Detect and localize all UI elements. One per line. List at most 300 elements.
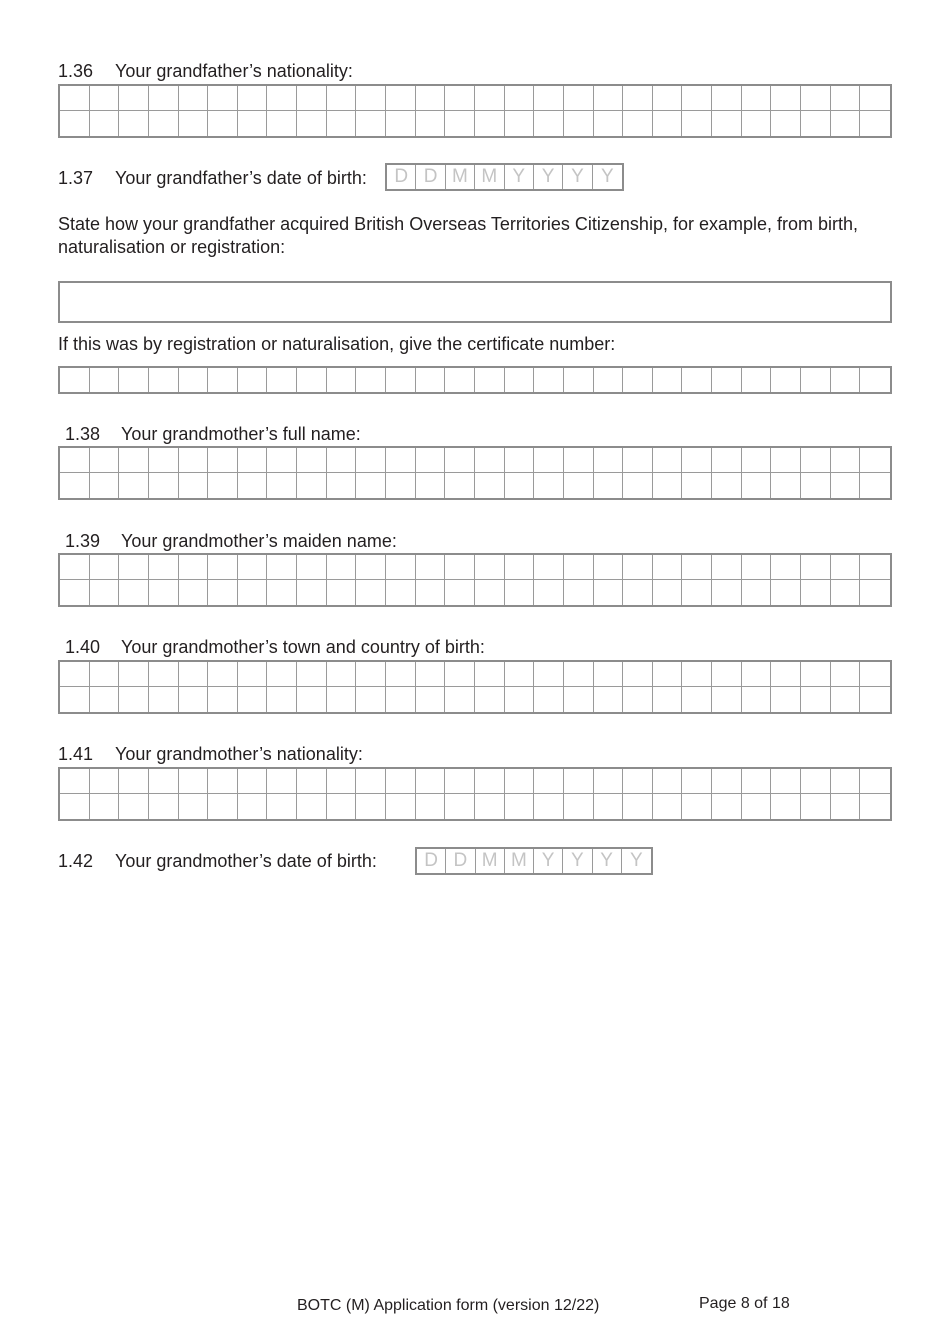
character-box[interactable] — [179, 687, 209, 712]
character-box[interactable] — [653, 111, 683, 136]
character-box[interactable] — [831, 473, 861, 498]
character-box[interactable] — [742, 368, 772, 392]
character-box[interactable] — [860, 448, 890, 473]
character-box[interactable] — [60, 580, 90, 605]
grandmother-full-name-grid[interactable] — [58, 446, 892, 500]
character-box[interactable] — [801, 580, 831, 605]
character-box[interactable] — [682, 687, 712, 712]
character-box[interactable] — [534, 555, 564, 580]
character-box[interactable] — [505, 111, 535, 136]
character-box[interactable] — [564, 662, 594, 687]
character-box[interactable] — [60, 86, 90, 111]
character-box[interactable] — [653, 448, 683, 473]
character-box[interactable] — [356, 794, 386, 819]
character-box[interactable] — [90, 448, 120, 473]
character-box[interactable] — [623, 662, 653, 687]
character-box[interactable] — [267, 555, 297, 580]
character-box[interactable] — [564, 86, 594, 111]
character-box[interactable] — [801, 368, 831, 392]
character-box[interactable] — [771, 555, 801, 580]
date-digit-box[interactable]: D — [387, 165, 416, 189]
character-box[interactable] — [505, 368, 535, 392]
character-box[interactable] — [60, 368, 90, 392]
character-box[interactable] — [119, 111, 149, 136]
character-box[interactable] — [623, 473, 653, 498]
date-digit-box[interactable]: Y — [563, 849, 592, 873]
character-box[interactable] — [712, 580, 742, 605]
character-box[interactable] — [534, 86, 564, 111]
character-box[interactable] — [445, 86, 475, 111]
character-box[interactable] — [475, 111, 505, 136]
character-box[interactable] — [505, 473, 535, 498]
character-box[interactable] — [653, 555, 683, 580]
character-box[interactable] — [327, 794, 357, 819]
character-box[interactable] — [653, 687, 683, 712]
character-box[interactable] — [238, 662, 268, 687]
character-box[interactable] — [445, 769, 475, 794]
character-box[interactable] — [594, 368, 624, 392]
character-box[interactable] — [801, 555, 831, 580]
character-box[interactable] — [594, 448, 624, 473]
character-box[interactable] — [860, 368, 890, 392]
character-box[interactable] — [860, 473, 890, 498]
character-box[interactable] — [238, 580, 268, 605]
character-box[interactable] — [208, 86, 238, 111]
character-box[interactable] — [831, 794, 861, 819]
character-box[interactable] — [623, 769, 653, 794]
character-box[interactable] — [505, 794, 535, 819]
date-digit-box[interactable]: D — [417, 849, 446, 873]
character-box[interactable] — [623, 555, 653, 580]
character-box[interactable] — [712, 662, 742, 687]
character-box[interactable] — [653, 769, 683, 794]
character-box[interactable] — [267, 448, 297, 473]
character-box[interactable] — [534, 448, 564, 473]
character-box[interactable] — [119, 687, 149, 712]
character-box[interactable] — [682, 111, 712, 136]
character-box[interactable] — [90, 86, 120, 111]
character-box[interactable] — [564, 555, 594, 580]
character-box[interactable] — [90, 473, 120, 498]
character-box[interactable] — [564, 769, 594, 794]
character-box[interactable] — [860, 687, 890, 712]
date-digit-box[interactable]: M — [476, 849, 505, 873]
character-box[interactable] — [149, 448, 179, 473]
character-box[interactable] — [356, 769, 386, 794]
character-box[interactable] — [831, 555, 861, 580]
character-box[interactable] — [149, 580, 179, 605]
character-box[interactable] — [712, 111, 742, 136]
character-box[interactable] — [356, 86, 386, 111]
character-box[interactable] — [860, 555, 890, 580]
character-box[interactable] — [297, 662, 327, 687]
character-box[interactable] — [505, 769, 535, 794]
character-box[interactable] — [416, 794, 446, 819]
character-box[interactable] — [119, 662, 149, 687]
character-box[interactable] — [653, 86, 683, 111]
character-box[interactable] — [179, 111, 209, 136]
character-box[interactable] — [742, 769, 772, 794]
character-box[interactable] — [238, 111, 268, 136]
character-box[interactable] — [594, 769, 624, 794]
character-box[interactable] — [534, 580, 564, 605]
character-box[interactable] — [534, 662, 564, 687]
character-box[interactable] — [327, 448, 357, 473]
character-box[interactable] — [238, 448, 268, 473]
grandfather-nationality-grid[interactable] — [58, 84, 892, 138]
character-box[interactable] — [682, 448, 712, 473]
character-box[interactable] — [682, 580, 712, 605]
character-box[interactable] — [356, 580, 386, 605]
character-box[interactable] — [534, 473, 564, 498]
character-box[interactable] — [445, 580, 475, 605]
character-box[interactable] — [267, 769, 297, 794]
character-box[interactable] — [327, 473, 357, 498]
character-box[interactable] — [386, 473, 416, 498]
character-box[interactable] — [505, 448, 535, 473]
character-box[interactable] — [149, 86, 179, 111]
character-box[interactable] — [179, 448, 209, 473]
character-box[interactable] — [179, 86, 209, 111]
character-box[interactable] — [712, 555, 742, 580]
character-box[interactable] — [801, 662, 831, 687]
date-digit-box[interactable]: Y — [630, 850, 643, 871]
character-box[interactable] — [564, 448, 594, 473]
character-box[interactable] — [534, 111, 564, 136]
character-box[interactable] — [267, 662, 297, 687]
character-box[interactable] — [90, 794, 120, 819]
character-box[interactable] — [831, 368, 861, 392]
character-box[interactable] — [623, 687, 653, 712]
character-box[interactable] — [60, 111, 90, 136]
character-box[interactable] — [712, 368, 742, 392]
character-box[interactable] — [208, 662, 238, 687]
character-box[interactable] — [682, 473, 712, 498]
character-box[interactable] — [119, 580, 149, 605]
character-box[interactable] — [534, 368, 564, 392]
character-box[interactable] — [594, 555, 624, 580]
character-box[interactable] — [801, 448, 831, 473]
character-box[interactable] — [267, 687, 297, 712]
character-box[interactable] — [416, 580, 446, 605]
character-box[interactable] — [712, 86, 742, 111]
date-digit-box[interactable]: Y — [593, 849, 622, 873]
character-box[interactable] — [208, 111, 238, 136]
character-box[interactable] — [742, 687, 772, 712]
character-box[interactable] — [356, 687, 386, 712]
character-box[interactable] — [505, 580, 535, 605]
character-box[interactable] — [831, 448, 861, 473]
character-box[interactable] — [564, 473, 594, 498]
character-box[interactable] — [831, 580, 861, 605]
character-box[interactable] — [149, 368, 179, 392]
character-box[interactable] — [90, 111, 120, 136]
character-box[interactable] — [149, 687, 179, 712]
character-box[interactable] — [416, 687, 446, 712]
character-box[interactable] — [445, 368, 475, 392]
character-box[interactable] — [327, 662, 357, 687]
character-box[interactable] — [327, 769, 357, 794]
character-box[interactable] — [771, 687, 801, 712]
character-box[interactable] — [712, 794, 742, 819]
character-box[interactable] — [475, 687, 505, 712]
character-box[interactable] — [742, 448, 772, 473]
character-box[interactable] — [445, 473, 475, 498]
character-box[interactable] — [801, 86, 831, 111]
character-box[interactable] — [534, 794, 564, 819]
character-box[interactable] — [801, 473, 831, 498]
character-box[interactable] — [297, 555, 327, 580]
character-box[interactable] — [179, 580, 209, 605]
character-box[interactable] — [742, 662, 772, 687]
character-box[interactable] — [208, 473, 238, 498]
character-box[interactable] — [712, 687, 742, 712]
character-box[interactable] — [653, 662, 683, 687]
character-box[interactable] — [297, 580, 327, 605]
character-box[interactable] — [742, 555, 772, 580]
character-box[interactable] — [475, 662, 505, 687]
character-box[interactable] — [179, 368, 209, 392]
character-box[interactable] — [386, 86, 416, 111]
character-box[interactable] — [771, 111, 801, 136]
character-box[interactable] — [475, 794, 505, 819]
character-box[interactable] — [179, 555, 209, 580]
character-box[interactable] — [416, 473, 446, 498]
character-box[interactable] — [594, 111, 624, 136]
character-box[interactable] — [208, 687, 238, 712]
character-box[interactable] — [416, 448, 446, 473]
character-box[interactable] — [475, 555, 505, 580]
character-box[interactable] — [653, 794, 683, 819]
character-box[interactable] — [860, 111, 890, 136]
character-box[interactable] — [712, 448, 742, 473]
character-box[interactable] — [179, 769, 209, 794]
character-box[interactable] — [356, 555, 386, 580]
grandfather-dob-input[interactable] — [385, 163, 624, 191]
character-box[interactable] — [416, 555, 446, 580]
character-box[interactable] — [119, 794, 149, 819]
character-box[interactable] — [475, 580, 505, 605]
character-box[interactable] — [386, 580, 416, 605]
character-box[interactable] — [297, 86, 327, 111]
character-box[interactable] — [119, 769, 149, 794]
character-box[interactable] — [208, 555, 238, 580]
character-box[interactable] — [564, 794, 594, 819]
grandmother-maiden-name-grid[interactable] — [58, 553, 892, 607]
character-box[interactable] — [90, 555, 120, 580]
character-box[interactable] — [623, 368, 653, 392]
date-digit-box[interactable]: Y — [505, 165, 534, 189]
character-box[interactable] — [238, 794, 268, 819]
grandmother-birthplace-grid[interactable] — [58, 660, 892, 714]
character-box[interactable] — [831, 662, 861, 687]
character-box[interactable] — [505, 86, 535, 111]
character-box[interactable] — [564, 111, 594, 136]
character-box[interactable] — [297, 769, 327, 794]
character-box[interactable] — [771, 794, 801, 819]
character-box[interactable] — [682, 86, 712, 111]
character-box[interactable] — [831, 86, 861, 111]
character-box[interactable] — [327, 580, 357, 605]
character-box[interactable] — [356, 111, 386, 136]
character-box[interactable] — [356, 368, 386, 392]
acquired-citizenship-input[interactable] — [58, 281, 892, 323]
character-box[interactable] — [623, 580, 653, 605]
character-box[interactable] — [771, 368, 801, 392]
character-box[interactable] — [564, 580, 594, 605]
character-box[interactable] — [327, 687, 357, 712]
character-box[interactable] — [623, 794, 653, 819]
character-box[interactable] — [445, 687, 475, 712]
character-box[interactable] — [475, 368, 505, 392]
character-box[interactable] — [267, 368, 297, 392]
character-box[interactable] — [356, 473, 386, 498]
character-box[interactable] — [594, 662, 624, 687]
character-box[interactable] — [445, 111, 475, 136]
character-box[interactable] — [208, 368, 238, 392]
character-box[interactable] — [327, 368, 357, 392]
character-box[interactable] — [416, 662, 446, 687]
character-box[interactable] — [60, 687, 90, 712]
character-box[interactable] — [682, 794, 712, 819]
character-box[interactable] — [534, 687, 564, 712]
character-box[interactable] — [594, 473, 624, 498]
date-digit-box[interactable]: Y — [600, 166, 614, 187]
character-box[interactable] — [149, 473, 179, 498]
character-box[interactable] — [771, 662, 801, 687]
character-box[interactable] — [801, 794, 831, 819]
character-box[interactable] — [594, 86, 624, 111]
character-box[interactable] — [416, 368, 446, 392]
character-box[interactable] — [386, 794, 416, 819]
character-box[interactable] — [297, 473, 327, 498]
character-box[interactable] — [594, 687, 624, 712]
character-box[interactable] — [238, 769, 268, 794]
character-box[interactable] — [267, 794, 297, 819]
character-box[interactable] — [742, 580, 772, 605]
character-box[interactable] — [179, 794, 209, 819]
character-box[interactable] — [682, 662, 712, 687]
character-box[interactable] — [771, 473, 801, 498]
character-box[interactable] — [60, 555, 90, 580]
character-box[interactable] — [297, 794, 327, 819]
character-box[interactable] — [534, 769, 564, 794]
character-box[interactable] — [682, 368, 712, 392]
date-digit-box[interactable]: M — [446, 165, 475, 189]
character-box[interactable] — [208, 448, 238, 473]
character-box[interactable] — [860, 794, 890, 819]
character-box[interactable] — [386, 555, 416, 580]
character-box[interactable] — [386, 662, 416, 687]
character-box[interactable] — [149, 111, 179, 136]
character-box[interactable] — [801, 687, 831, 712]
character-box[interactable] — [712, 473, 742, 498]
character-box[interactable] — [267, 86, 297, 111]
character-box[interactable] — [386, 448, 416, 473]
character-box[interactable] — [238, 473, 268, 498]
character-box[interactable] — [267, 473, 297, 498]
character-box[interactable] — [505, 687, 535, 712]
character-box[interactable] — [742, 111, 772, 136]
character-box[interactable] — [327, 555, 357, 580]
character-box[interactable] — [356, 662, 386, 687]
character-box[interactable] — [505, 555, 535, 580]
character-box[interactable] — [238, 687, 268, 712]
character-box[interactable] — [90, 580, 120, 605]
character-box[interactable] — [238, 86, 268, 111]
character-box[interactable] — [179, 662, 209, 687]
character-box[interactable] — [653, 368, 683, 392]
character-box[interactable] — [179, 473, 209, 498]
character-box[interactable] — [475, 448, 505, 473]
character-box[interactable] — [90, 368, 120, 392]
character-box[interactable] — [60, 769, 90, 794]
character-box[interactable] — [327, 86, 357, 111]
character-box[interactable] — [267, 111, 297, 136]
character-box[interactable] — [445, 448, 475, 473]
character-box[interactable] — [653, 580, 683, 605]
character-box[interactable] — [831, 687, 861, 712]
character-box[interactable] — [682, 769, 712, 794]
character-box[interactable] — [60, 448, 90, 473]
character-box[interactable] — [149, 662, 179, 687]
date-digit-box[interactable]: D — [416, 165, 445, 189]
character-box[interactable] — [594, 794, 624, 819]
character-box[interactable] — [416, 111, 446, 136]
character-box[interactable] — [860, 580, 890, 605]
date-digit-box[interactable]: Y — [534, 165, 563, 189]
character-box[interactable] — [267, 580, 297, 605]
character-box[interactable] — [831, 111, 861, 136]
character-box[interactable] — [594, 580, 624, 605]
character-box[interactable] — [208, 794, 238, 819]
character-box[interactable] — [416, 86, 446, 111]
character-box[interactable] — [505, 662, 535, 687]
character-box[interactable] — [356, 448, 386, 473]
character-box[interactable] — [90, 687, 120, 712]
character-box[interactable] — [119, 448, 149, 473]
date-digit-box[interactable]: D — [446, 849, 475, 873]
character-box[interactable] — [208, 769, 238, 794]
character-box[interactable] — [801, 111, 831, 136]
character-box[interactable] — [475, 86, 505, 111]
character-box[interactable] — [682, 555, 712, 580]
character-box[interactable] — [60, 794, 90, 819]
character-box[interactable] — [771, 448, 801, 473]
character-box[interactable] — [742, 473, 772, 498]
character-box[interactable] — [742, 794, 772, 819]
character-box[interactable] — [416, 769, 446, 794]
character-box[interactable] — [831, 769, 861, 794]
character-box[interactable] — [327, 111, 357, 136]
character-box[interactable] — [119, 555, 149, 580]
date-digit-box[interactable]: Y — [563, 165, 592, 189]
character-box[interactable] — [60, 662, 90, 687]
character-box[interactable] — [623, 86, 653, 111]
character-box[interactable] — [860, 86, 890, 111]
character-box[interactable] — [297, 111, 327, 136]
character-box[interactable] — [623, 111, 653, 136]
certificate-number-grid[interactable] — [58, 366, 892, 394]
character-box[interactable] — [90, 769, 120, 794]
date-digit-box[interactable]: M — [475, 165, 504, 189]
character-box[interactable] — [475, 769, 505, 794]
character-box[interactable] — [238, 368, 268, 392]
character-box[interactable] — [297, 687, 327, 712]
character-box[interactable] — [860, 769, 890, 794]
character-box[interactable] — [386, 111, 416, 136]
character-box[interactable] — [564, 687, 594, 712]
